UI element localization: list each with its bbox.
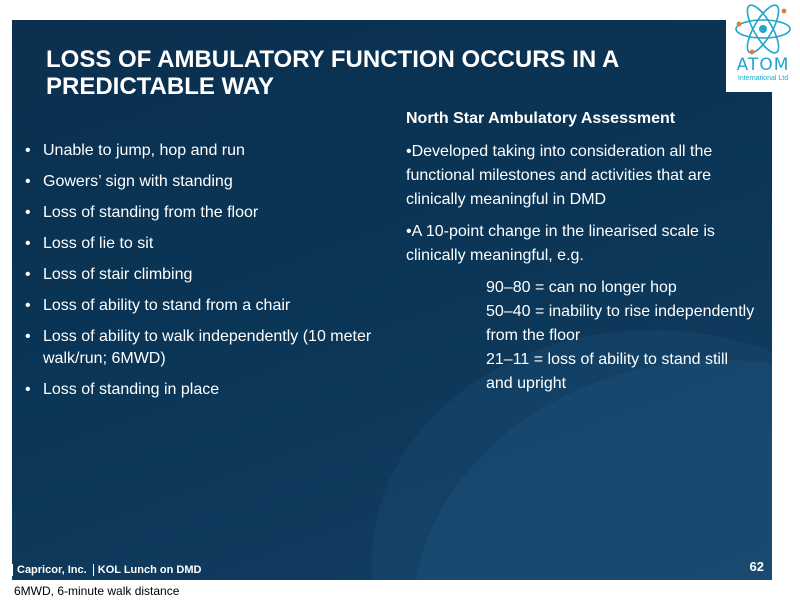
bullet-item: • Loss of standing in place	[22, 379, 382, 401]
footnote: 6MWD, 6-minute walk distance	[14, 584, 180, 598]
bullet-item: • Gowers’ sign with standing	[22, 171, 382, 193]
scale-example: 90–80 = can no longer hop	[486, 279, 677, 296]
assessment-heading: North Star Ambulatory Assessment	[406, 110, 676, 127]
slide	[12, 20, 772, 580]
assessment-description: •Developed taking into consideration all the functional milestones and activities that are clinically meaningful in DMD	[406, 143, 713, 208]
scale-examples	[486, 276, 756, 396]
logo-name: ATOM	[736, 55, 790, 75]
atom-icon	[732, 2, 794, 58]
scale-example: 50–40 = inability to rise independently from the floor	[486, 303, 755, 344]
bullet-item: • Unable to jump, hop and run	[22, 140, 382, 162]
bullet-item: • Loss of ability to walk independently (10 meter walk/run; 6MWD)	[22, 326, 382, 370]
bullet-item: • Loss of lie to sit	[22, 233, 382, 255]
logo-subtitle: International Ltd	[737, 75, 789, 82]
bullet-list	[22, 140, 382, 410]
page-number: 62	[749, 559, 764, 574]
bullet-item: • Loss of ability to stand from a chair	[22, 295, 382, 317]
footer-event: KOL Lunch on DMD	[93, 564, 202, 576]
slide-footer	[12, 564, 201, 576]
atom-logo	[726, 0, 800, 92]
scale-example: 21–11 = loss of ability to stand still and upright	[486, 351, 729, 392]
assessment-panel	[406, 108, 766, 396]
footer-company: Capricor, Inc.	[12, 564, 87, 576]
slide-title: LOSS OF AMBULATORY FUNCTION OCCURS IN A PREDICTABLE WAY	[46, 46, 619, 100]
bullet-item: • Loss of standing from the floor	[22, 202, 382, 224]
bullet-item: • Loss of stair climbing	[22, 264, 382, 286]
assessment-scale-note: •A 10-point change in the linearised scale is clinically meaningful, e.g.	[406, 223, 715, 264]
